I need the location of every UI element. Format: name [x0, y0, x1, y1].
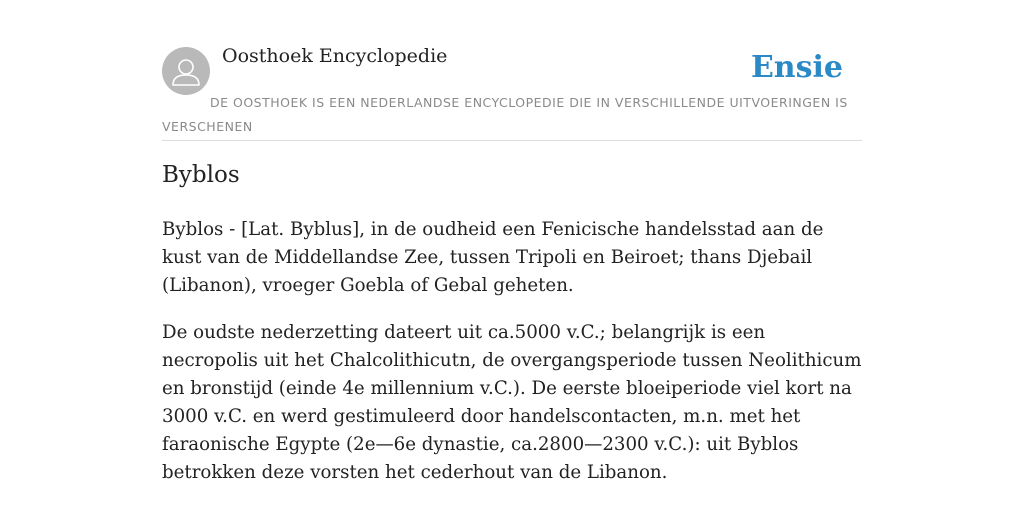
brand-logo[interactable]: Ensie [750, 50, 843, 85]
avatar[interactable] [162, 47, 210, 95]
article-paragraph: De oudste nederzetting dateert uit ca.5000 v.C.; belangrijk is een necropolis uit het Chalcolithicutn, de overgangsperiode tussen Neolithicum en bronstijd (einde 4e millennium v.C.). De eerste bloeiperiode viel kort na 3000 v.C. en werd gestimuleerd door handelscontacten, m.n. met het faraonische Egypte (2e—6e dynastie, ca.2800—2300 v.C.): uit Byblos betrokken deze vorsten het cederhout van de Libanon. [162, 322, 862, 483]
article-title: Byblos [162, 162, 240, 188]
source-name-link[interactable]: Oosthoek Encyclopedie [222, 45, 448, 67]
source-tagline: DE OOSTHOEK IS EEN NEDERLANDSE ENCYCLOPEDIE DIE IN VERSCHILLENDE UITVOERINGEN IS VERSCHENEN [162, 95, 848, 134]
article-paragraph: Byblos - [Lat. Byblus], in de oudheid een Fenicische handelsstad aan de kust van de Middellandse Zee, tussen Tripoli en Beiroet; thans Djebail (Libanon), vroeger Goebla of Gebal geheten. [162, 219, 824, 296]
article-body [162, 216, 862, 506]
page-container [162, 0, 862, 483]
source-header [162, 0, 862, 141]
user-icon [162, 47, 210, 95]
